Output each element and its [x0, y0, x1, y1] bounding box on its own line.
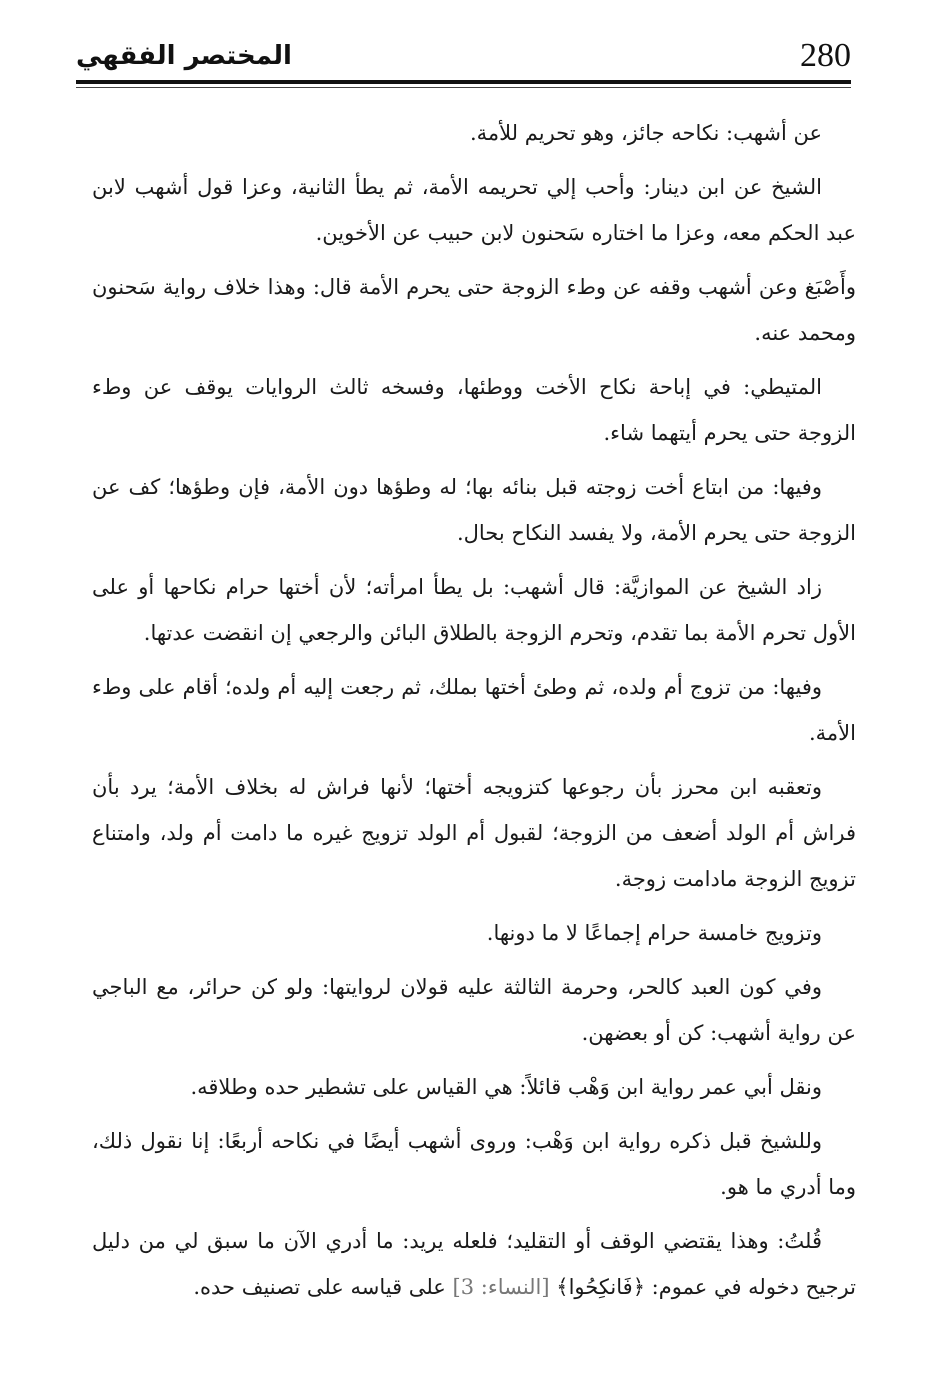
header-rule-thin [76, 87, 851, 88]
paragraph-13-tail: على قياسه على تصنيف حده. [193, 1275, 446, 1299]
paragraph-11: ونقل أبي عمر رواية ابن وَهْب قائلاً: هي القياس على تشطير حده وطلاقه. [190, 1075, 822, 1099]
page-header [76, 28, 851, 90]
paragraph-13-text: قُلتُ: وهذا يقتضي الوقف أو التقليد؛ فلعله يريد: ما أدري الآن ما سبق لي من دليل ترجيح دخوله في عموم: ﴿فَانكِحُوا﴾ [92, 1229, 856, 1299]
paragraph-3: وأَصْبَغ وعن أشهب وقفه عن وطء الزوجة حتى يحرم الأمة قال: وهذا خلاف رواية سَحنون ومحمد عنه. [92, 275, 856, 345]
body-text [92, 110, 856, 1318]
paragraph-4: المتيطي: في إباحة نكاح الأخت ووطئها، وفسخه ثالث الروايات يوقف عن وطء الزوجة حتى يحرم أيتهما شاء. [92, 375, 856, 445]
paragraph-6: زاد الشيخ عن الموازيَّة: قال أشهب: بل يطأ امرأته؛ لأن أختها حرام نكاحها أو على الأول تحرم الأمة بما تقدم، وتحرم الزوجة بالطلاق البائن والرجعي إن انقضت عدتها. [92, 575, 856, 645]
paragraph-9: وتزويج خامسة حرام إجماعًا لا ما دونها. [486, 921, 822, 945]
paragraph-12: وللشيخ قبل ذكره رواية ابن وَهْب: وروى أشهب أيضًا في نكاحه أربعًا: إنا نقول ذلك، وما أدري ما هو. [92, 1129, 856, 1199]
paragraph-5: وفيها: من ابتاع أخت زوجته قبل بنائه بها؛ له وطؤها دون الأمة، فإن وطؤها؛ كف عن الزوجة حتى يحرم الأمة، ولا يفسد النكاح بحال. [92, 475, 856, 545]
paragraph-10: وفي كون العبد كالحر، وحرمة الثالثة عليه قولان لروايتها: ولو كن حرائر، مع الباجي عن رواية أشهب: كن أو بعضهن. [92, 975, 856, 1045]
paragraph-7: وفيها: من تزوج أم ولده، ثم وطئ أختها بملك، ثم رجعت إليه أم ولده؛ أقام على وطء الأمة. [92, 675, 856, 745]
paragraph-13 [92, 1218, 856, 1310]
paragraph-8: وتعقبه ابن محرز بأن رجوعها كتزويجه أختها؛ لأنها فراش له بخلاف الأمة؛ يرد بأن فراش أم الولد أضعف من الزوجة؛ لقبول أم الولد تزويج غيره ما دامت أم ولد، وامتناع تزويج الزوجة مادامت زوجة. [92, 775, 856, 891]
header-rule-thick [76, 80, 851, 84]
quran-citation: [النساء: 3] [452, 1275, 550, 1299]
book-title: المختصر الفقهي [76, 41, 292, 71]
paragraph-1: عن أشهب: نكاحه جائز، وهو تحريم للأمة. [469, 121, 822, 145]
paragraph-2: الشيخ عن ابن دينار: وأحب إلي تحريمه الأمة، ثم يطأ الثانية، وعزا قول أشهب لابن عبد الحكم معه، وعزا ما اختاره سَحنون لابن حبيب عن الأخوين. [92, 175, 856, 245]
page-number: 280 [800, 37, 851, 74]
